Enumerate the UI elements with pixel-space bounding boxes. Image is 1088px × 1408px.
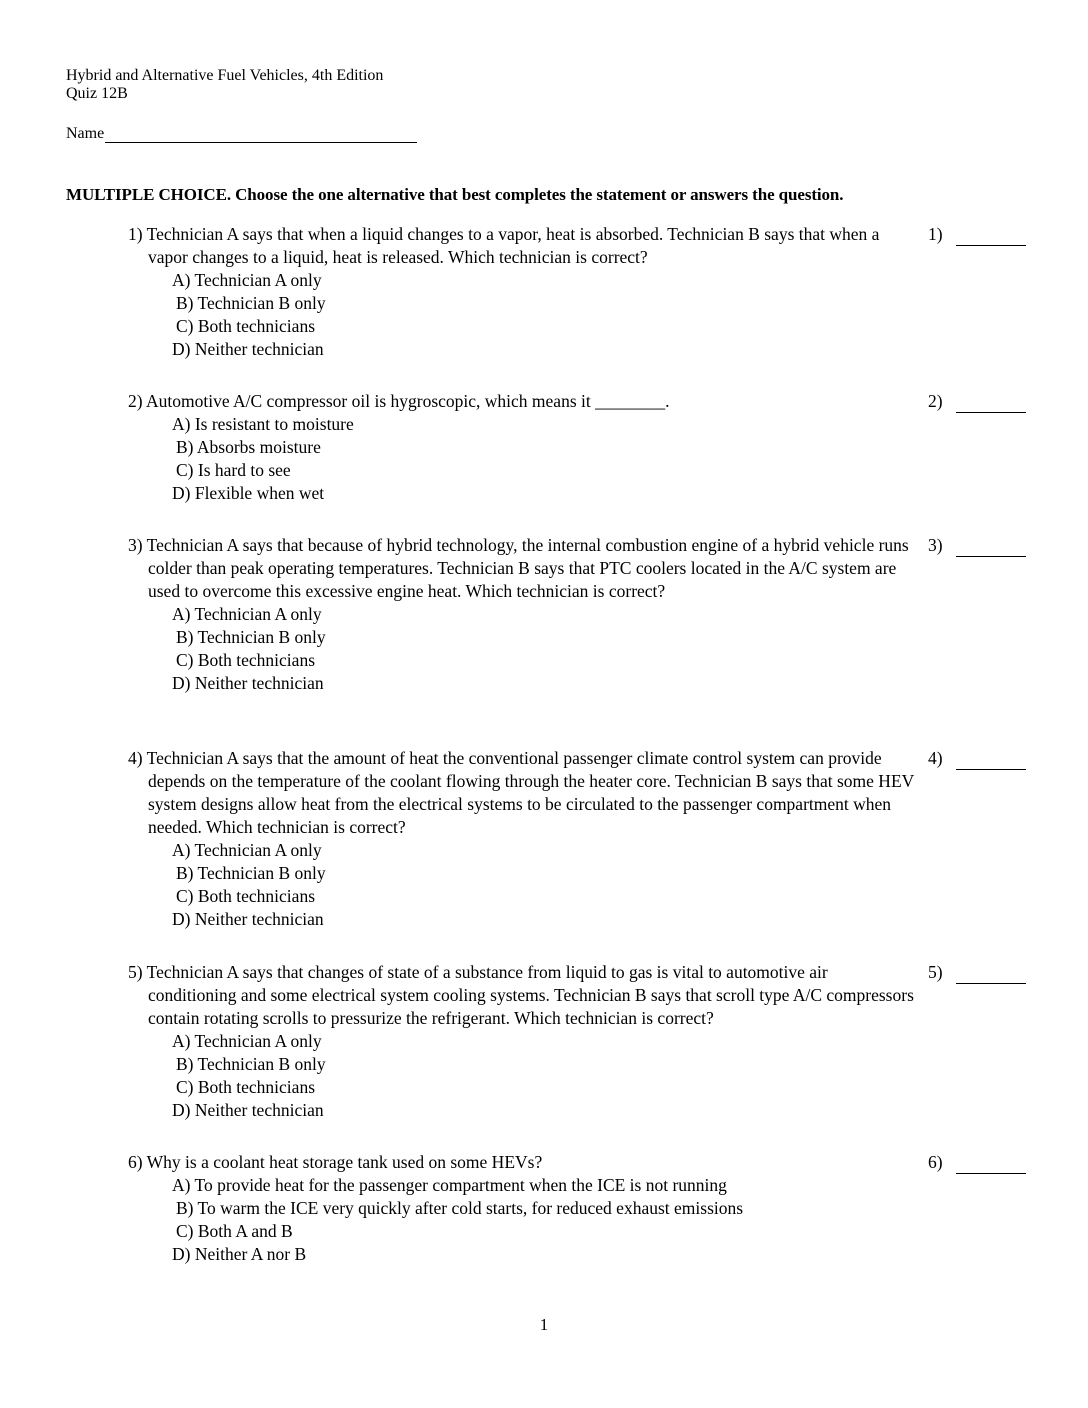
section-instructions: MULTIPLE CHOICE. Choose the one alternative that best completes the statement or answers the question. — [66, 185, 844, 204]
answer-number: 3) — [928, 535, 943, 555]
question-stem — [128, 747, 918, 839]
question-text: Technician A says that changes of state of a substance from liquid to gas is vital to automotive air conditioning and some electrical system cooling systems. Technician B says that scroll type A/C compressors contain rotating scrolls to pressurize the refrigerant. Which technician is correct? — [146, 962, 914, 1028]
question-stem — [128, 534, 918, 603]
choice-d: D) Neither technician — [172, 673, 324, 693]
question-number: 1) — [128, 224, 143, 244]
name-field-row — [66, 125, 417, 143]
answer-number: 5) — [928, 962, 943, 982]
choice-c: C) Both technicians — [176, 1077, 316, 1097]
answer-slot-5 — [928, 961, 1026, 984]
question-text: Automotive A/C compressor oil is hygroscopic, which means it ________. — [146, 391, 670, 411]
choice-b: B) Technician B only — [176, 293, 326, 313]
choice-a: A) Technician A only — [172, 270, 322, 290]
name-blank-line[interactable] — [105, 126, 417, 143]
answer-blank[interactable] — [956, 394, 1026, 413]
choice-d: D) Flexible when wet — [172, 483, 325, 503]
quiz-title: Quiz 12B — [66, 85, 128, 102]
answer-blank[interactable] — [956, 965, 1026, 984]
name-label: Name — [66, 125, 105, 142]
question-number: 2) — [128, 391, 143, 411]
choice-d: D) Neither technician — [172, 339, 324, 359]
question-3 — [128, 534, 918, 695]
choice-b: B) To warm the ICE very quickly after cold starts, for reduced exhaust emissions — [176, 1198, 744, 1218]
book-title: Hybrid and Alternative Fuel Vehicles, 4th Edition — [66, 67, 384, 84]
question-number: 6) — [128, 1152, 143, 1172]
answer-slot-3 — [928, 534, 1026, 557]
choice-b: B) Technician B only — [176, 1054, 326, 1074]
choice-b: B) Absorbs moisture — [176, 437, 321, 457]
choice-a: A) Technician A only — [172, 1031, 322, 1051]
question-1 — [128, 223, 918, 361]
question-number: 4) — [128, 748, 143, 768]
choice-c: C) Both A and B — [176, 1221, 293, 1241]
answer-slot-4 — [928, 747, 1026, 770]
choice-d: D) Neither technician — [172, 909, 324, 929]
question-4 — [128, 747, 918, 931]
question-stem — [128, 1151, 918, 1174]
question-stem — [128, 223, 918, 269]
answer-slot-1 — [928, 223, 1026, 246]
answer-number: 1) — [928, 224, 943, 244]
choice-a: A) Is resistant to moisture — [172, 414, 354, 434]
answer-blank[interactable] — [956, 751, 1026, 770]
choice-c: C) Both technicians — [176, 650, 316, 670]
question-text: Technician A says that because of hybrid technology, the internal combustion engine of a hybrid vehicle runs colder than peak operating temperatures. Technician B says that PTC coolers located in the A/C system are used to overcome this excessive engine heat. Which technician is correct? — [146, 535, 909, 601]
choice-a: A) Technician A only — [172, 840, 322, 860]
answer-number: 6) — [928, 1152, 943, 1172]
choice-c: C) Both technicians — [176, 316, 316, 336]
answer-blank[interactable] — [956, 538, 1026, 557]
document-header — [66, 67, 383, 103]
question-5 — [128, 961, 918, 1122]
page-number: 1 — [539, 1315, 549, 1334]
question-text: Why is a coolant heat storage tank used on some HEVs? — [146, 1152, 543, 1172]
question-stem — [128, 390, 918, 413]
answer-blank[interactable] — [956, 227, 1026, 246]
choice-b: B) Technician B only — [176, 627, 326, 647]
answer-slot-6 — [928, 1151, 1026, 1174]
question-6 — [128, 1151, 918, 1266]
answer-slot-2 — [928, 390, 1026, 413]
answer-number: 2) — [928, 391, 943, 411]
choice-a: A) To provide heat for the passenger compartment when the ICE is not running — [172, 1175, 727, 1195]
question-number: 3) — [128, 535, 143, 555]
choice-a: A) Technician A only — [172, 604, 322, 624]
choice-c: C) Is hard to see — [176, 460, 291, 480]
answer-number: 4) — [928, 748, 943, 768]
choice-b: B) Technician B only — [176, 863, 326, 883]
answer-blank[interactable] — [956, 1155, 1026, 1174]
question-number: 5) — [128, 962, 143, 982]
question-text: Technician A says that the amount of heat the conventional passenger climate control system can provide depends on the temperature of the coolant flowing through the heater core. Technician B says that some HEV system designs allow heat from the electrical systems to be circulated to the passenger compartment when needed. Which technician is correct? — [146, 748, 914, 837]
choice-d: D) Neither technician — [172, 1100, 324, 1120]
question-stem — [128, 961, 918, 1030]
question-text: Technician A says that when a liquid changes to a vapor, heat is absorbed. Technician B says that when a vapor changes to a liquid, heat is released. Which technician is correct? — [146, 224, 880, 267]
question-2 — [128, 390, 918, 505]
choice-d: D) Neither A nor B — [172, 1244, 307, 1264]
choice-c: C) Both technicians — [176, 886, 316, 906]
